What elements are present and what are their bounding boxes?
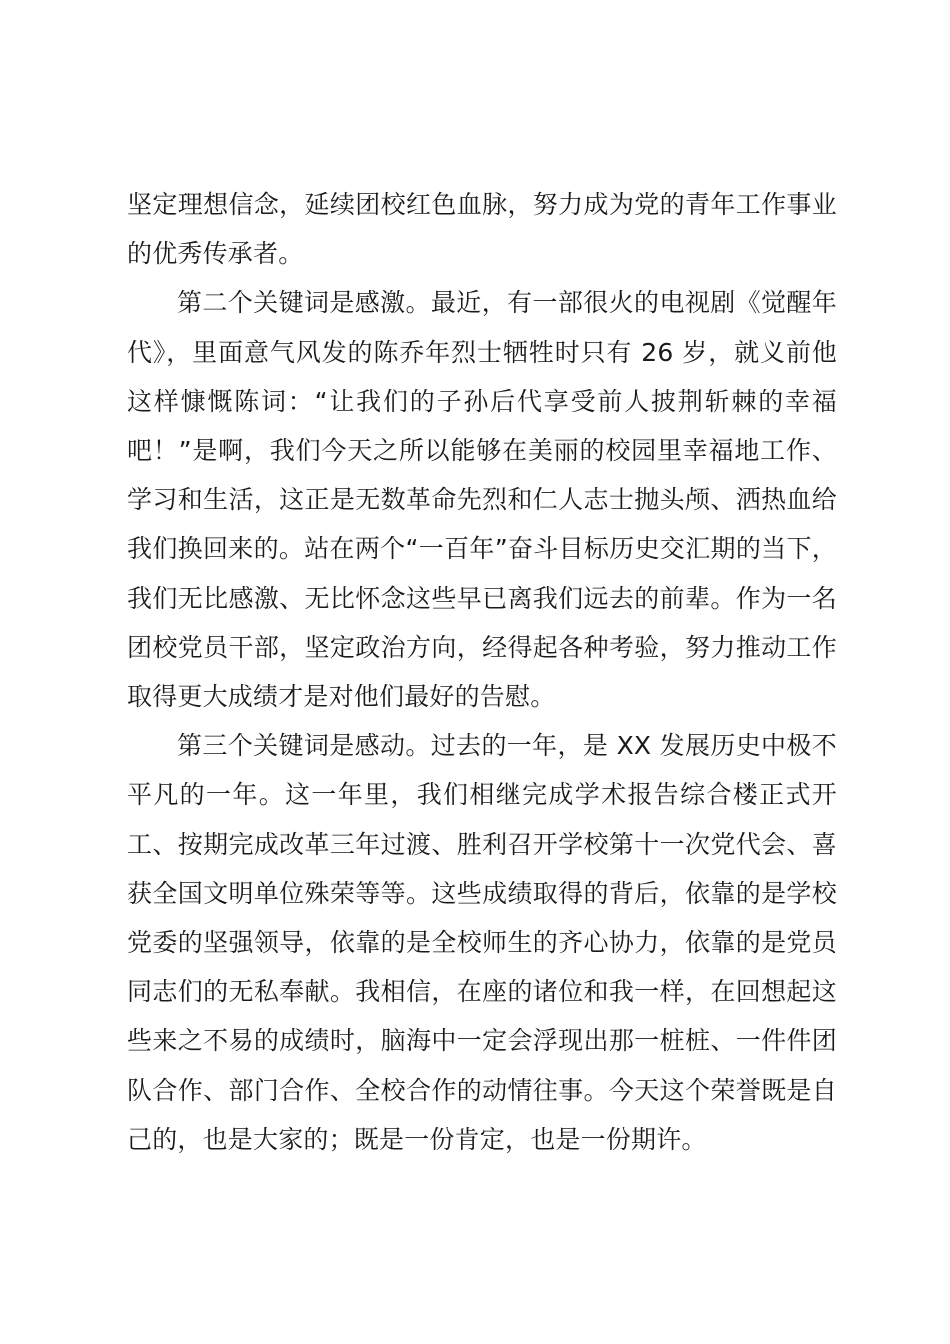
paragraph-keyword-moved: 第三个关键词是感动。过去的一年，是 XX 发展历史中极不平凡的一年。这一年里，我们相继完成学术报告综合楼正式开工、按期完成改革三年过渡、胜利召开学校第十一次党代会、喜获全国文明单位殊荣等等。这些成绩取得的背后，依靠的是学校党委的坚强领导，依靠的是全校师生的齐心协力，依靠的是党员同志们的无私奉献。我相信，在座的诸位和我一样，在回想起这些来之不易的成绩时，脑海中一定会浮现出那一桩桩、一件件团队合作、部门合作、全校合作的动情往事。今天这个荣誉既是自己的，也是大家的；既是一份肯定，也是一份期许。	[127, 731, 837, 1154]
paragraph-continuation: 坚定理想信念，延续团校红色血脉，努力成为党的青年工作事业的优秀传承者。	[127, 190, 837, 269]
document-body	[127, 180, 837, 1164]
paragraph-keyword-gratitude: 第二个关键词是感激。最近，有一部很火的电视剧《觉醒年代》，里面意气风发的陈乔年烈士牺牲时只有 26 岁，就义前他这样慷慨陈词：“让我们的子孙后代享受前人披荆斩棘的幸福吧！”是啊，我们今天之所以能够在美丽的校园里幸福地工作、学习和生活，这正是无数革命先烈和仁人志士抛头颅、洒热血给我们换回来的。站在两个“一百年”奋斗目标历史交汇期的当下，我们无比感激、无比怀念这些早已离我们远去的前辈。作为一名团校党员干部，坚定政治方向，经得起各种考验，努力推动工作取得更大成绩才是对他们最好的告慰。	[127, 288, 837, 712]
